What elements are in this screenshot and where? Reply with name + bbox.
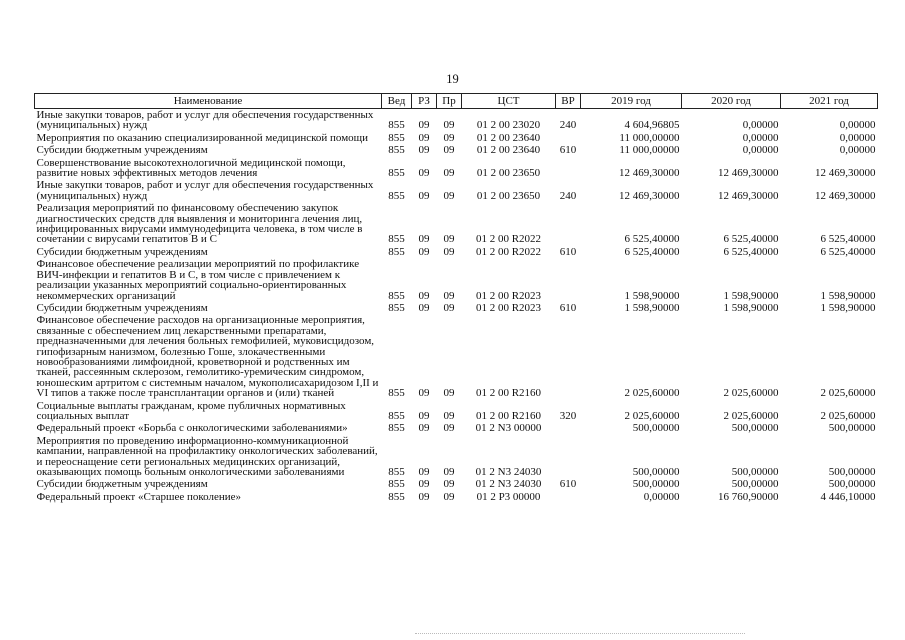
row-name-cell: Мероприятия по проведению информационно-коммуникационной кампании, направленной на профилактику онкологических заболеваний, и переоснащение сети региональных медицинских организаций, оказывающих помощь больным онкологическими заболеваниями xyxy=(36,434,378,478)
row-2019-cell: 11 000,00000 xyxy=(619,144,680,157)
row-2020-cell: 0,00000 xyxy=(742,131,779,144)
row-ved-cell: 855 xyxy=(388,131,405,144)
table-header-row xyxy=(35,94,878,109)
budget-table xyxy=(34,93,878,503)
row-cst-cell: 01 2 00 23640 xyxy=(476,131,541,144)
row-ved-cell: 855 xyxy=(388,422,405,435)
table-row xyxy=(35,491,878,503)
row-2020-cell: 12 469,30000 xyxy=(718,189,779,202)
row-ved-cell: 855 xyxy=(388,289,405,302)
row-rz-cell: 09 xyxy=(418,189,430,202)
row-ved-cell: 855 xyxy=(388,245,405,258)
row-2021-cell: 0,00000 xyxy=(839,144,876,157)
row-ved-cell: 855 xyxy=(388,144,405,157)
table-row xyxy=(35,478,878,490)
table-row xyxy=(35,400,878,423)
row-vr-cell xyxy=(556,157,581,180)
row-2020-cell: 500,00000 xyxy=(731,466,779,478)
row-2020-cell: 16 760,90000 xyxy=(718,490,779,503)
row-vr-cell xyxy=(556,132,581,144)
row-2020-cell: 500,00000 xyxy=(731,478,779,491)
row-cst-cell: 01 2 P3 00000 xyxy=(476,490,541,503)
row-name-cell: Совершенствование высокотехнологичной медицинской помощи, развитие новых эффективных методов лечения xyxy=(36,156,346,180)
row-2019-cell: 4 604,96805 xyxy=(624,119,680,132)
row-cst-cell: 01 2 00 23650 xyxy=(476,189,541,202)
row-2021-cell: 2 025,60000 xyxy=(820,387,876,400)
row-rz-cell: 09 xyxy=(418,119,430,132)
row-vr-cell xyxy=(556,422,581,434)
table-row xyxy=(35,435,878,479)
table-row xyxy=(35,144,878,156)
row-cst-cell: 01 2 00 23650 xyxy=(476,167,541,180)
row-ved-cell: 855 xyxy=(388,189,405,202)
row-cst-cell: 01 2 00 23020 xyxy=(476,119,541,132)
row-ved-cell: 855 xyxy=(388,119,405,132)
row-pr-cell: 09 xyxy=(443,301,455,314)
row-2021-cell: 0,00000 xyxy=(839,119,876,132)
row-ved-cell: 855 xyxy=(388,478,405,491)
row-cst-cell: 01 2 00 R2023 xyxy=(475,289,542,302)
row-name-cell: Мероприятия по оказанию специализированной медицинской помощи xyxy=(36,131,369,144)
row-2019-cell: 500,00000 xyxy=(632,422,680,435)
table-row xyxy=(35,157,878,180)
row-ved-cell: 855 xyxy=(388,167,405,180)
row-name-cell: Федеральный проект «Борьба с онкологическими заболеваниями» xyxy=(36,422,348,435)
row-rz-cell: 09 xyxy=(418,387,430,400)
header-rz: РЗ xyxy=(412,94,437,109)
row-cst-cell: 01 2 N3 00000 xyxy=(475,422,542,435)
table-row xyxy=(35,179,878,202)
row-rz-cell: 09 xyxy=(418,245,430,258)
row-rz-cell: 09 xyxy=(418,233,430,246)
row-2020-cell: 1 598,90000 xyxy=(723,301,779,314)
row-vr-cell xyxy=(556,435,581,479)
row-rz-cell: 09 xyxy=(418,289,430,302)
row-2020-cell: 500,00000 xyxy=(731,422,779,435)
header-name: Наименование xyxy=(35,94,382,109)
table-row xyxy=(35,258,878,302)
table-row xyxy=(35,246,878,258)
row-name-cell: Реализация мероприятий по финансовому обеспечению закупок диагностических средств для выявления и мониторинга лечения лиц, инфицированных вирусами иммунодефицита человека, в том числе в сочетании с вирусами гепатитов В и С xyxy=(36,202,363,246)
row-2021-cell: 0,00000 xyxy=(839,131,876,144)
row-rz-cell: 09 xyxy=(418,409,430,422)
row-pr-cell: 09 xyxy=(443,478,455,491)
row-2020-cell: 0,00000 xyxy=(742,144,779,157)
row-ved-cell: 855 xyxy=(388,301,405,314)
table-row xyxy=(35,202,878,246)
row-2019-cell: 11 000,00000 xyxy=(619,131,680,144)
row-cst-cell: 01 2 00 R2022 xyxy=(475,233,542,246)
row-2019-cell: 12 469,30000 xyxy=(619,189,680,202)
row-pr-cell: 09 xyxy=(443,189,455,202)
row-2020-cell: 1 598,90000 xyxy=(723,289,779,302)
row-name-cell: Финансовое обеспечение реализации мероприятий по профилактике ВИЧ-инфекции и гепатитов В и С, в том числе с привлечением к реализации указанных мероприятий социально-ориентированных некоммерческих организаций xyxy=(36,258,360,302)
row-cst-cell: 01 2 00 R2160 xyxy=(475,387,542,400)
header-vr: ВР xyxy=(556,94,581,109)
row-pr-cell: 09 xyxy=(443,245,455,258)
header-pr: Пр xyxy=(437,94,462,109)
row-vr-cell xyxy=(556,491,581,503)
table-row xyxy=(35,132,878,144)
row-ved-cell: 855 xyxy=(388,490,405,503)
row-2021-cell: 4 446,10000 xyxy=(820,490,876,503)
row-2019-cell: 12 469,30000 xyxy=(619,167,680,180)
row-2020-cell: 2 025,60000 xyxy=(723,387,779,400)
row-2019-cell: 1 598,90000 xyxy=(624,301,680,314)
row-2021-cell: 2 025,60000 xyxy=(820,409,876,422)
row-2019-cell: 1 598,90000 xyxy=(624,289,680,302)
row-cst-cell: 01 2 00 R2160 xyxy=(475,409,542,422)
row-ved-cell: 855 xyxy=(388,466,405,478)
row-name-cell: Федеральный проект «Старшее поколение» xyxy=(36,490,242,503)
table-row xyxy=(35,109,878,132)
row-2019-cell: 0,00000 xyxy=(643,490,680,503)
header-2019: 2019 год xyxy=(581,94,682,109)
header-cst: ЦСТ xyxy=(462,94,556,109)
row-2021-cell: 6 525,40000 xyxy=(820,245,876,258)
row-pr-cell: 09 xyxy=(443,144,455,157)
row-rz-cell: 09 xyxy=(418,466,430,478)
row-2021-cell: 1 598,90000 xyxy=(820,301,876,314)
row-vr-cell: 320 xyxy=(559,409,577,422)
row-pr-cell: 09 xyxy=(443,289,455,302)
row-2019-cell: 6 525,40000 xyxy=(624,233,680,246)
row-vr-cell xyxy=(556,314,581,399)
page-number: 19 xyxy=(446,72,459,86)
table-row xyxy=(35,302,878,314)
header-ved: Вед xyxy=(382,94,412,109)
row-name-cell: Финансовое обеспечение расходов на организационные мероприятия, связанные с обеспечением лиц лекарственными препаратами, предназначенными для лечения больных гемофилией, муковисцидозом, гипофизарным нанизмом, болезнью Гоше, злокачественными новообразованиями лимфоидной, кроветворной и родственных им тканей, рассеянным склерозом, гемолитико-уремическим синдромом, юношеским артритом с системным началом, мукополисахаридозом I,II и VI типов а также после трансплантации органов и (или) тканей xyxy=(36,314,379,400)
row-rz-cell: 09 xyxy=(418,490,430,503)
row-2021-cell: 12 469,30000 xyxy=(815,189,876,202)
header-2021: 2021 год xyxy=(781,94,878,109)
row-2020-cell: 0,00000 xyxy=(742,119,779,132)
row-name-cell: Субсидии бюджетным учреждениям xyxy=(36,245,208,258)
row-name-cell: Иные закупки товаров, работ и услуг для обеспечения государственных (муниципальных) нужд xyxy=(36,179,374,202)
row-2019-cell: 2 025,60000 xyxy=(624,409,680,422)
row-vr-cell: 240 xyxy=(559,189,577,202)
row-rz-cell: 09 xyxy=(418,131,430,144)
row-vr-cell: 610 xyxy=(559,478,577,491)
row-ved-cell: 855 xyxy=(388,409,405,422)
row-2021-cell: 6 525,40000 xyxy=(820,233,876,246)
row-rz-cell: 09 xyxy=(418,301,430,314)
row-2019-cell: 2 025,60000 xyxy=(624,387,680,400)
row-2021-cell: 12 469,30000 xyxy=(815,167,876,180)
row-vr-cell: 610 xyxy=(559,144,577,157)
row-vr-cell: 240 xyxy=(559,119,577,132)
row-2020-cell: 2 025,60000 xyxy=(723,409,779,422)
row-cst-cell: 01 2 00 23640 xyxy=(476,144,541,157)
table-row xyxy=(35,314,878,399)
row-rz-cell: 09 xyxy=(418,478,430,491)
row-2020-cell: 6 525,40000 xyxy=(723,245,779,258)
row-rz-cell: 09 xyxy=(418,144,430,157)
row-cst-cell: 01 2 N3 24030 xyxy=(475,478,542,491)
row-name-cell: Субсидии бюджетным учреждениям xyxy=(36,301,208,314)
row-2021-cell: 500,00000 xyxy=(828,466,876,478)
row-2019-cell: 500,00000 xyxy=(632,478,680,491)
row-pr-cell: 09 xyxy=(443,409,455,422)
row-vr-cell: 610 xyxy=(559,245,577,258)
row-2019-cell: 6 525,40000 xyxy=(624,245,680,258)
row-ved-cell: 855 xyxy=(388,233,405,246)
row-rz-cell: 09 xyxy=(418,422,430,435)
row-ved-cell: 855 xyxy=(388,387,405,400)
row-cst-cell: 01 2 N3 24030 xyxy=(475,466,542,478)
row-vr-cell xyxy=(556,258,581,302)
row-pr-cell: 09 xyxy=(443,466,455,478)
row-pr-cell: 09 xyxy=(443,233,455,246)
table-row xyxy=(35,422,878,434)
row-name-cell: Субсидии бюджетным учреждениям xyxy=(36,478,208,491)
row-2020-cell: 6 525,40000 xyxy=(723,233,779,246)
row-2021-cell: 500,00000 xyxy=(828,478,876,491)
scan-noise-line xyxy=(415,633,745,635)
row-2019-cell: 500,00000 xyxy=(632,466,680,478)
row-vr-cell xyxy=(556,202,581,246)
row-cst-cell: 01 2 00 R2022 xyxy=(475,245,542,258)
row-pr-cell: 09 xyxy=(443,167,455,180)
row-pr-cell: 09 xyxy=(443,119,455,132)
row-2021-cell: 1 598,90000 xyxy=(820,289,876,302)
row-2020-cell: 12 469,30000 xyxy=(718,167,779,180)
row-name-cell: Субсидии бюджетным учреждениям xyxy=(36,144,208,157)
header-2020: 2020 год xyxy=(682,94,781,109)
row-name-cell: Иные закупки товаров, работ и услуг для обеспечения государственных (муниципальных) нужд xyxy=(36,109,374,132)
table-body xyxy=(35,109,878,504)
row-name-cell: Социальные выплаты гражданам, кроме публичных нормативных социальных выплат xyxy=(36,399,346,422)
row-rz-cell: 09 xyxy=(418,167,430,180)
row-vr-cell: 610 xyxy=(559,301,577,314)
row-pr-cell: 09 xyxy=(443,131,455,144)
row-pr-cell: 09 xyxy=(443,422,455,435)
row-cst-cell: 01 2 00 R2023 xyxy=(475,301,542,314)
row-pr-cell: 09 xyxy=(443,387,455,400)
row-2021-cell: 500,00000 xyxy=(828,422,876,435)
row-pr-cell: 09 xyxy=(443,490,455,503)
